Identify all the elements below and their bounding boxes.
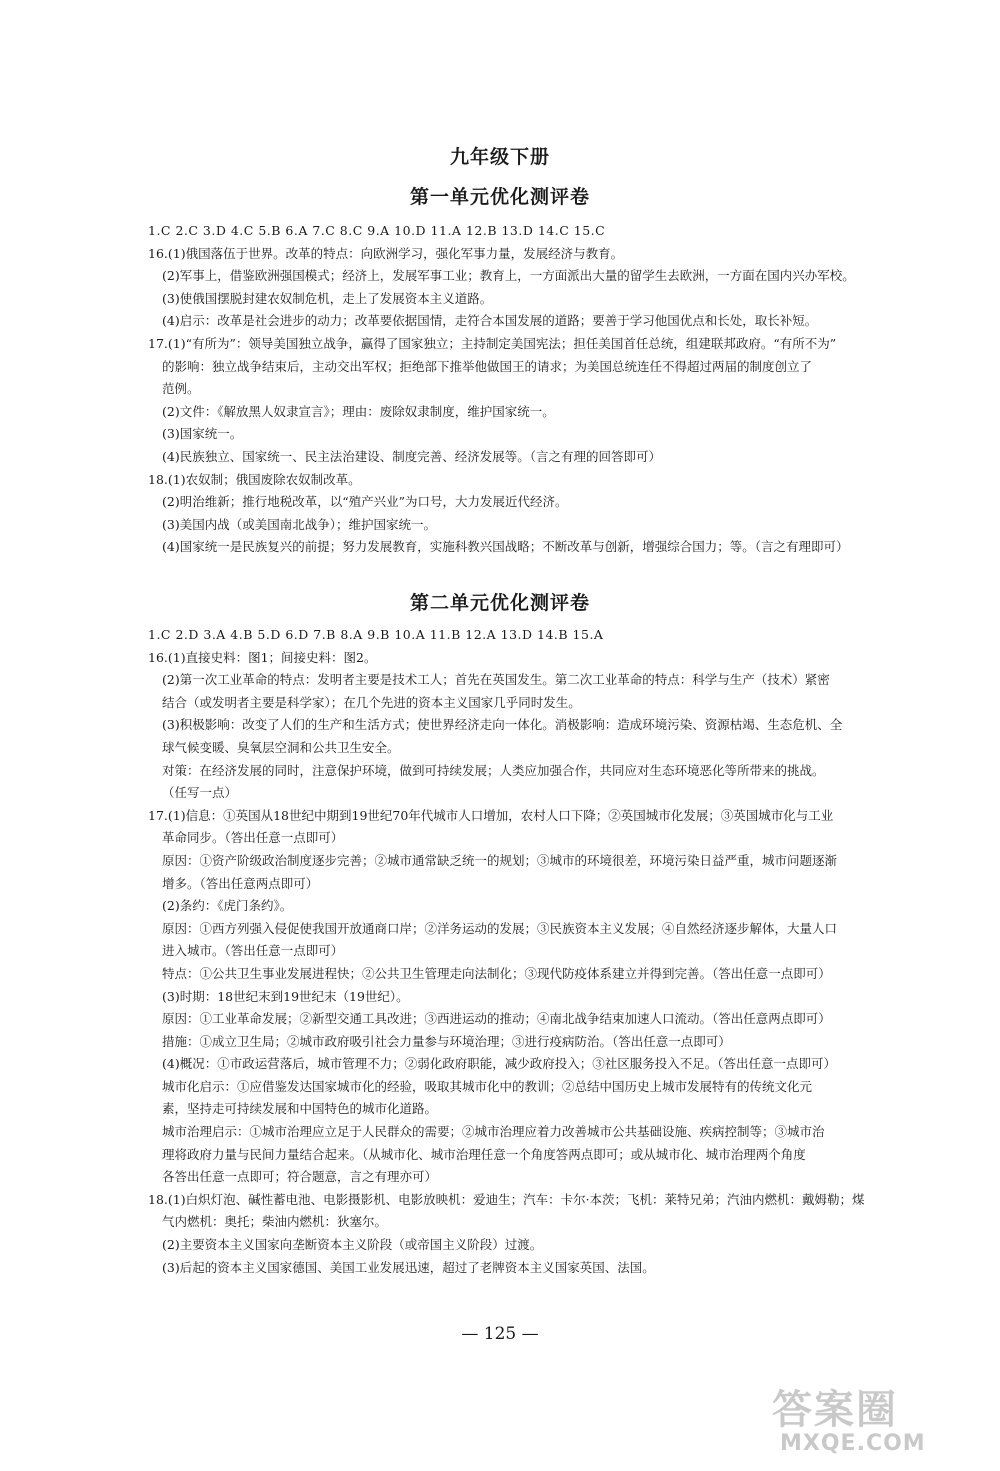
watermark-en: MXQE.COM xyxy=(780,1431,926,1456)
unit2-q17-line8: 特点：①公共卫生事业发展进程快；②公共卫生管理走向法制化；③现代防疫体系建立并得到完善。（答出任意一点即可） xyxy=(162,965,831,981)
unit2-q16-line2: (2)第一次工业革命的特点：发明者主要是技术工人；首先在英国发生。第二次工业革命的特点：科学与生产（技术）紧密 xyxy=(162,672,830,688)
unit2-q18-line4: (3)后起的资本主义国家德国、美国工业发展迅速，超过了老牌资本主义国家英国、法国。 xyxy=(162,1259,655,1275)
unit2-q17-line13: 城市化启示：①应借鉴发达国家城市化的经验，吸取其城市化中的教训；②总结中国历史上城市发展特有的传统文化元 xyxy=(162,1078,813,1094)
unit1-q18-line1: 18.(1)农奴制；俄国废除农奴制改革。 xyxy=(148,471,361,487)
unit2-title: 第二单元优化测评卷 xyxy=(409,592,590,614)
unit2-q17-line12: (4)概况：①市政运营落后，城市管理不力；②弱化政府职能，减少政府投入；③社区服务投入不足。（答出任意一点即可） xyxy=(162,1056,836,1072)
unit1-q17-line6: (4)民族独立、国家统一、民主法治建设、制度完善、经济发展等。（言之有理的回答即可） xyxy=(162,448,661,464)
watermark-cn: 答案圈 xyxy=(772,1387,898,1433)
unit2-q17-line16: 理将政府力量与民间力量结合起来。（从城市化、城市治理任意一个角度答两点即可；或从城市化、城市治理两个角度 xyxy=(162,1146,806,1162)
unit1-q16-line2: (2)军事上，借鉴欧洲强国模式；经济上，发展军事工业；教育上，一方面派出大量的留学生去欧洲，一方面在国内兴办军校。 xyxy=(162,268,855,284)
unit1-q18-line2: (2)明治维新；推行地税改革，以“殖产兴业”为口号，大力发展近代经济。 xyxy=(162,494,568,510)
unit1-q16-line1: 16.(1)俄国落伍于世界。改革的特点：向欧洲学习，强化军事力量，发展经济与教育。 xyxy=(148,245,624,261)
unit2-q16-line6: 对策：在经济发展的同时，注意保护环境，做到可持续发展；人类应加强合作，共同应对生态环境恶化等所带来的挑战。 xyxy=(162,762,825,778)
unit2-q17-line6: 原因：①西方列强入侵促使我国开放通商口岸；②洋务运动的发展；③民族资本主义发展；④自然经济逐步解体，大量人口 xyxy=(162,920,838,936)
unit2-q16-line7: （任写一点） xyxy=(162,785,238,801)
unit2-q17-line15: 城市治理启示：①城市治理应立足于人民群众的需要；②城市治理应着力改善城市公共基础设施、疾病控制等；③城市治 xyxy=(162,1124,825,1140)
unit1-q16-line4: (4)启示：改革是社会进步的动力；改革要依据国情，走符合本国发展的道路；要善于学习他国优点和长处，取长补短。 xyxy=(162,313,818,329)
unit2-answers xyxy=(148,624,950,1279)
unit1-q17-line5: (3)国家统一。 xyxy=(162,426,243,442)
unit2-choice-answers: 1.C 2.D 3.A 4.B 5.D 6.D 7.B 8.A 9.B 10.A 11.B 12.A 13.D 14.B 15.A xyxy=(148,627,604,642)
unit1-q17-line3: 范例。 xyxy=(162,381,200,397)
unit1-q17-line2: 的影响：独立战争结束后，主动交出军权；拒绝部下推举他做国王的请求；为美国总统连任不得超过两届的制度创立了 xyxy=(162,358,813,374)
unit2-q16-line3: 结合（或发明者主要是科学家）；在几个先进的资本主义国家几乎同时发生。 xyxy=(162,694,581,710)
unit2-q16-line4: (3)积极影响：改变了人们的生产和生活方式；使世界经济走向一体化。消极影响：造成环境污染、资源枯竭、生态危机、全 xyxy=(162,717,843,733)
unit2-q17-line3: 原因：①资产阶级政治制度逐步完善；②城市通常缺乏统一的规划；③城市的环境很差，环境污染日益严重，城市问题逐渐 xyxy=(162,852,838,868)
unit2-q16-line1: 16.(1)直接史料：图1；间接史料：图2。 xyxy=(148,649,377,665)
unit1-q17-line1: 17.(1)“有所为”：领导美国独立战争，赢得了国家独立；主持制定美国宪法；担任美国首任总统，组建联邦政府。“有所不为” xyxy=(148,335,837,351)
unit1-q17-line4: (2)文件：《解放黑人奴隶宣言》；理由：废除奴隶制度，维护国家统一。 xyxy=(162,403,555,419)
unit1-choice-answers: 1.C 2.C 3.D 4.C 5.B 6.A 7.C 8.C 9.A 10.D 11.A 12.B 13.D 14.C 15.C xyxy=(148,223,606,238)
unit2-q17-line2: 革命同步。（答出任意一点即可） xyxy=(162,830,344,846)
unit2-q18-line1: 18.(1)白炽灯泡、碱性蓄电池、电影摄影机、电影放映机：爱迪生；汽车：卡尔·本茨；飞机：莱特兄弟；汽油内燃机：戴姆勒；煤 xyxy=(148,1191,865,1207)
unit2-q17-line17: 各答出任意一点即可；符合题意，言之有理亦可） xyxy=(162,1169,438,1185)
unit2-q17-line9: (3)时期：18世纪末到19世纪末（19世纪）。 xyxy=(162,988,409,1004)
unit1-q18-line4: (4)国家统一是民族复兴的前提；努力发展教育，实施科教兴国战略；不断改革与创新，增强综合国力；等。（言之有理即可） xyxy=(162,539,849,555)
unit2-q18-line3: (2)主要资本主义国家向垄断资本主义阶段（或帝国主义阶段）过渡。 xyxy=(162,1237,543,1253)
unit2-q17-line11: 措施：①成立卫生局；②城市政府吸引社会力量参与环境治理；③进行疫病防治。（答出任意一点即可） xyxy=(162,1033,731,1049)
unit2-q17-line1: 17.(1)信息：①英国从18世纪中期到19世纪70年代城市人口增加，农村人口下降；②英国城市化发展；③英国城市化与工业 xyxy=(148,807,834,823)
unit2-q17-line14: 素，坚持走可持续发展和中国特色的城市化道路。 xyxy=(162,1101,438,1117)
watermark-logo xyxy=(772,1388,972,1468)
unit2-q18-line2: 气内燃机：奥托；柴油内燃机：狄塞尔。 xyxy=(162,1214,388,1230)
unit2-q17-line5: (2)条约：《虎门条约》。 xyxy=(162,898,293,914)
unit1-title: 第一单元优化测评卷 xyxy=(409,186,590,208)
unit1-answers xyxy=(148,220,950,559)
grade-title: 九年级下册 xyxy=(449,146,550,168)
unit1-q16-line3: (3)使俄国摆脱封建农奴制危机，走上了发展资本主义道路。 xyxy=(162,290,493,306)
page-number: — 125 — xyxy=(461,1324,539,1344)
unit2-q17-line7: 进入城市。（答出任意一点即可） xyxy=(162,943,344,959)
unit2-q17-line4: 增多。（答出任意两点即可） xyxy=(162,875,319,891)
unit1-q18-line3: (3)美国内战（或美国南北战争）；维护国家统一。 xyxy=(162,516,436,532)
unit2-q17-line10: 原因：①工业革命发展；②新型交通工具改进；③西进运动的推动；④南北战争结束加速人口流动。（答出任意两点即可） xyxy=(162,1011,831,1027)
unit2-q16-line5: 球气候变暖、臭氧层空洞和公共卫生安全。 xyxy=(162,739,400,755)
